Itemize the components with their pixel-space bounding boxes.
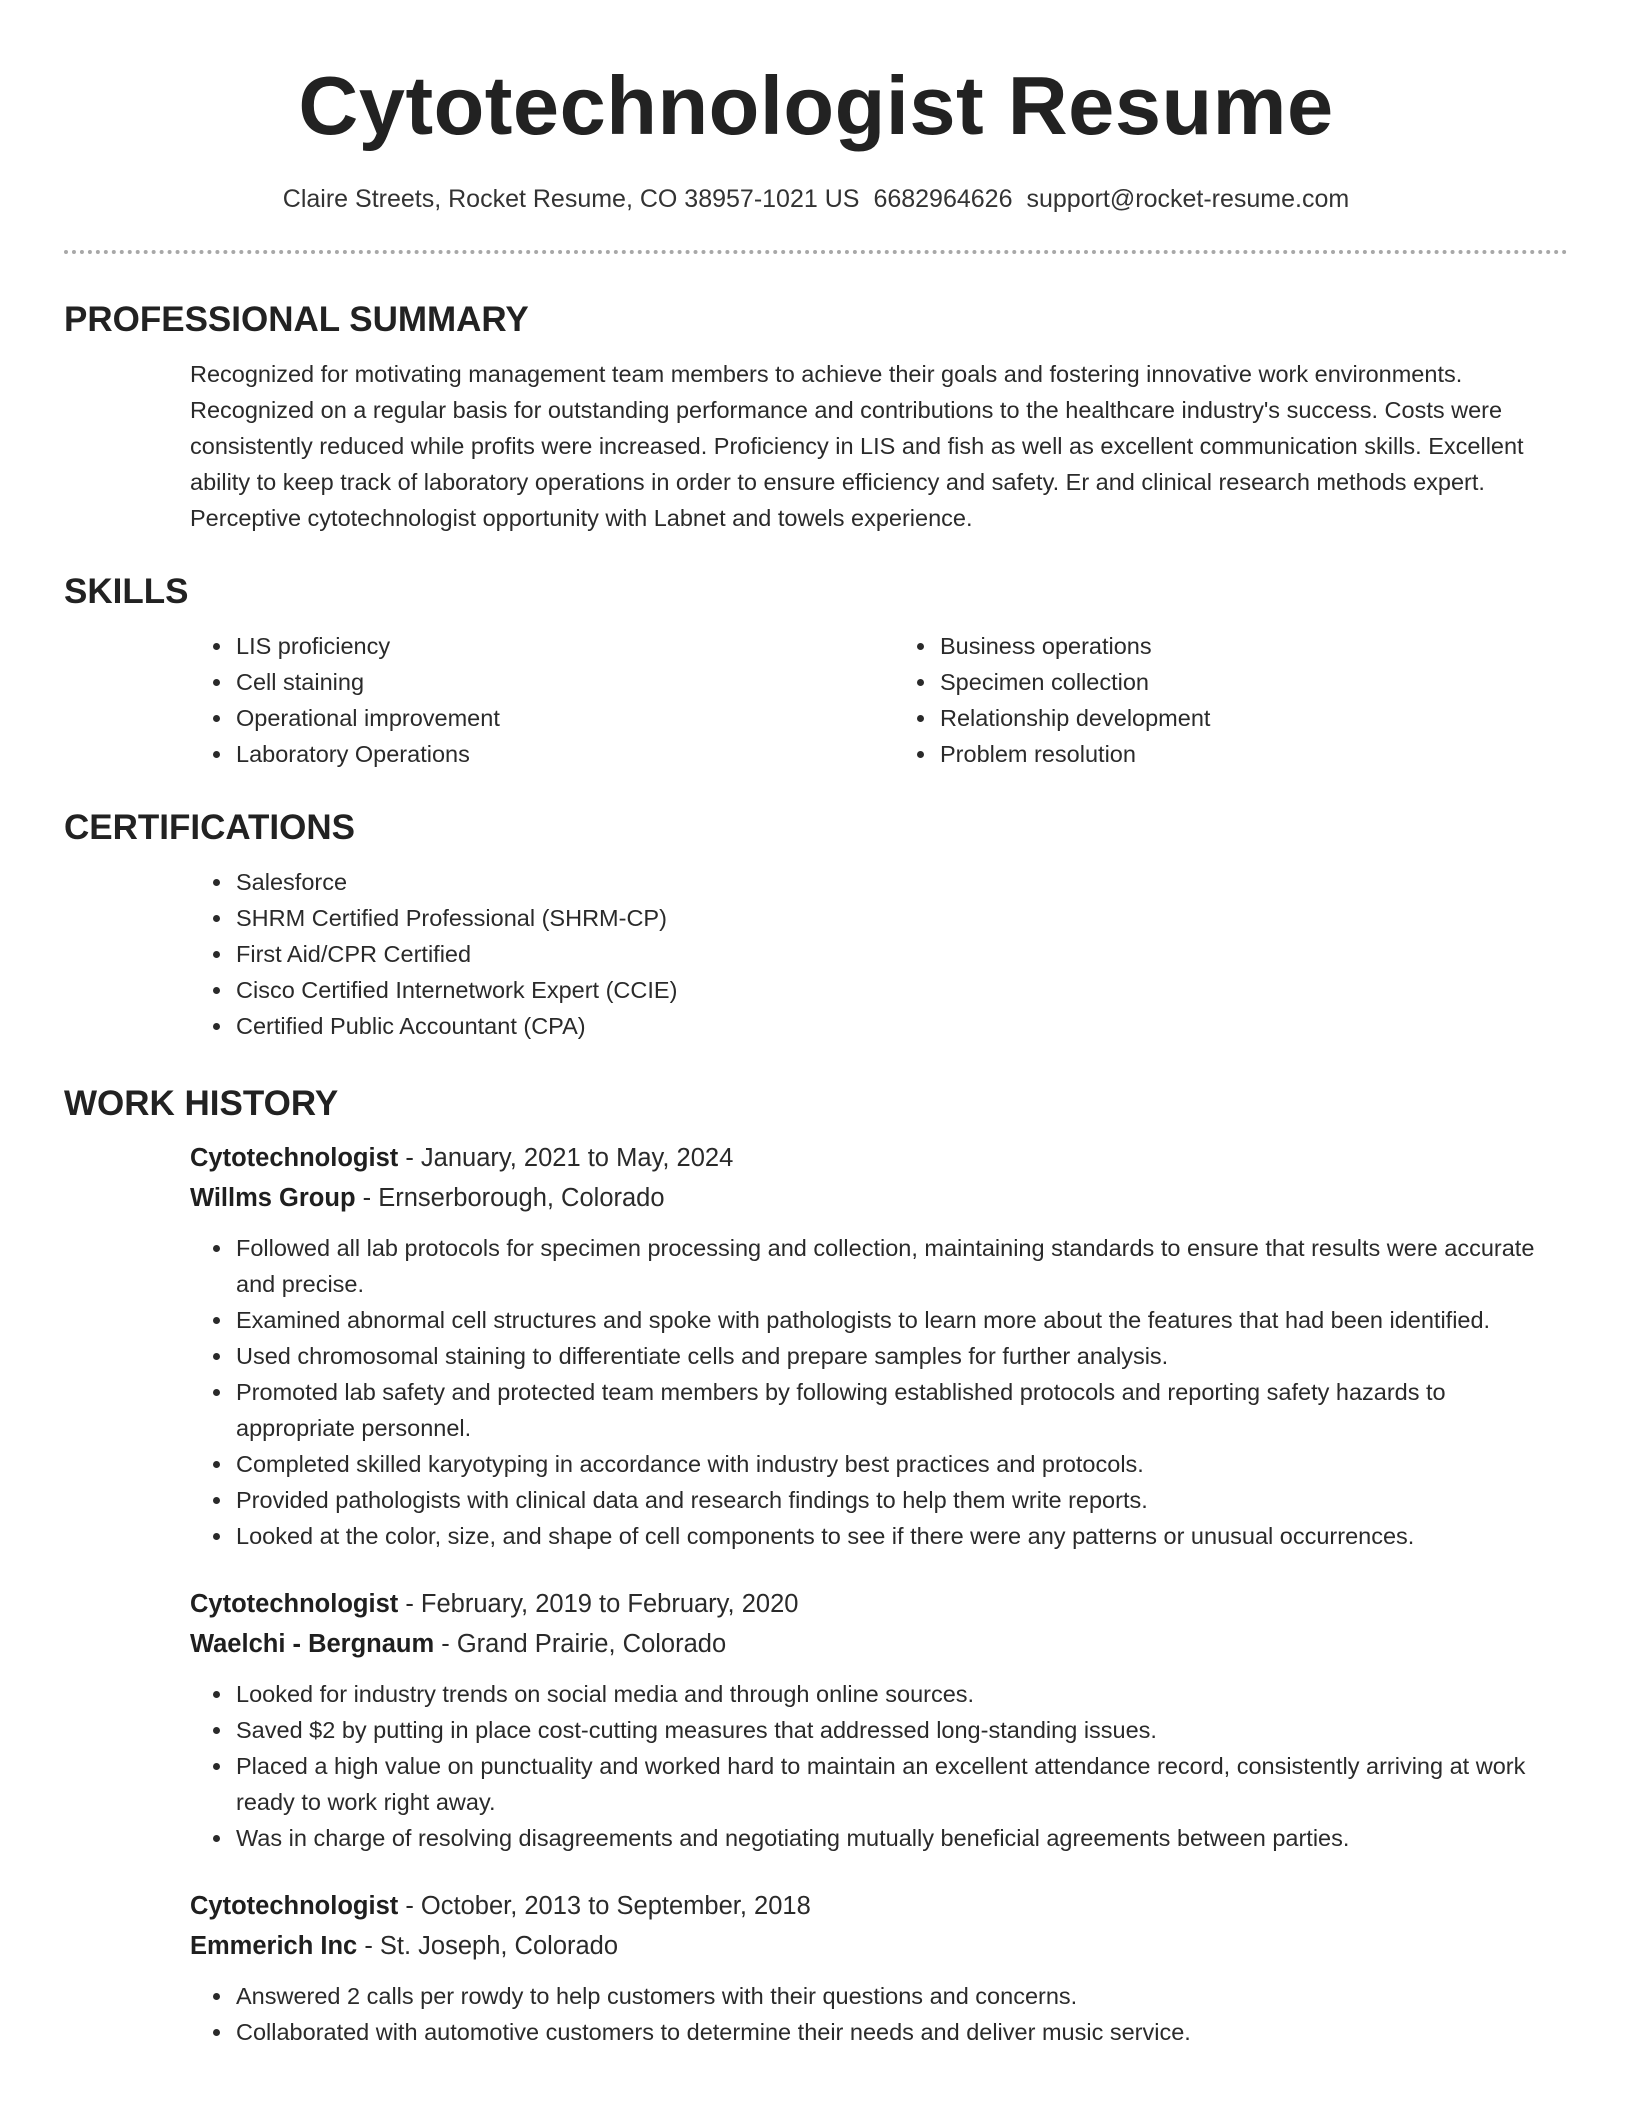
work-history-heading: WORK HISTORY [64,1084,339,1123]
job-bullet: • Saved $2 by putting in place cost-cutting measures that addressed long-standing issues. [234,1712,1568,1748]
job-company: Emmerich Inc [190,1932,358,1960]
job-location: - St. Joseph, Colorado [357,1932,619,1960]
job-title-line [190,1584,1568,1624]
summary-text: Recognized for motivating management team members to achieve their goals and fostering innovative work environments. Recognized on a regular basis for outstanding performance and contributions to the healthcare industry's success. Costs were consistently reduced while profits were increased. Proficiency in LIS and fish as well as excellent communication skills. Excellent ability to keep track of laboratory operations in order to ensure efficiency and safety. Er and clinical research methods expert. Perceptive cytotechnologist opportunity with Labnet and towels experience. [190,361,1524,531]
page-title: Cytotechnologist Resume [298,59,1334,152]
contact-email[interactable]: support@rocket-resume.com [1026,185,1350,213]
job-bullet: • Was in charge of resolving disagreements and negotiating mutually beneficial agreements between parties. [234,1820,1568,1856]
skills-list-left [64,628,914,772]
skill-item: • Relationship development [938,700,1538,736]
job-bullet: • Examined abnormal cell structures and spoke with pathologists to learn more about the features that had been identified. [234,1302,1568,1338]
job-company-line [190,1926,1568,1966]
job-bullets [190,1978,1568,2050]
certification-item: • SHRM Certified Professional (SHRM-CP) [234,900,1568,936]
job-title: Cytotechnologist [190,1590,399,1618]
contact-line [0,182,1632,216]
job-bullet: • Provided pathologists with clinical data and research findings to help them write reports. [234,1482,1568,1518]
job-location: - Grand Prairie, Colorado [434,1630,727,1658]
job-title: Cytotechnologist [190,1144,399,1172]
job-company-line [190,1178,1568,1218]
certifications-heading: CERTIFICATIONS [64,808,356,847]
job-bullet: • Answered 2 calls per rowdy to help customers with their questions and concerns. [234,1978,1568,2014]
skills-grid [64,628,1568,772]
skill-item: • Specimen collection [938,664,1538,700]
job-entry [190,1584,1568,1856]
certification-item: • Certified Public Accountant (CPA) [234,1008,1568,1044]
job-bullet: • Collaborated with automotive customers to determine their needs and deliver music service. [234,2014,1568,2050]
job-entry [190,1886,1568,2050]
job-title-line [190,1886,1568,1926]
job-entry [190,1138,1568,1554]
job-dates: - October, 2013 to September, 2018 [398,1892,811,1920]
summary-section [64,298,1568,536]
job-bullets [190,1230,1568,1554]
job-bullet: • Looked for industry trends on social media and through online sources. [234,1676,1568,1712]
skills-heading: SKILLS [64,572,189,611]
job-bullets [190,1676,1568,1856]
job-company: Willms Group [190,1184,356,1212]
certification-item: • First Aid/CPR Certified [234,936,1568,972]
certification-item: • Cisco Certified Internetwork Expert (CCIE) [234,972,1568,1008]
skill-item: • Operational improvement [234,700,914,736]
skills-list-right [914,628,1538,772]
summary-heading: PROFESSIONAL SUMMARY [64,300,529,339]
contact-address: Claire Streets, Rocket Resume, CO 38957-1021 US [282,185,860,213]
certifications-list [64,864,1568,1044]
job-dates: - January, 2021 to May, 2024 [398,1144,734,1172]
job-bullet: • Followed all lab protocols for specimen processing and collection, maintaining standards to ensure that results were accurate and precise. [234,1230,1568,1302]
job-dates: - February, 2019 to February, 2020 [398,1590,799,1618]
contact-phone: 6682964626 [873,185,1013,213]
skill-item: • Cell staining [234,664,914,700]
job-location: - Ernserborough, Colorado [355,1184,665,1212]
skill-item: • LIS proficiency [234,628,914,664]
job-bullet: • Used chromosomal staining to differentiate cells and prepare samples for further analysis. [234,1338,1568,1374]
job-bullet: • Promoted lab safety and protected team members by following established protocols and reporting safety hazards to appropriate personnel. [234,1374,1568,1446]
header-divider [64,250,1568,254]
certifications-section [64,806,1568,1044]
job-title: Cytotechnologist [190,1892,399,1920]
job-company-line [190,1624,1568,1664]
skill-item: • Business operations [938,628,1538,664]
job-bullet: • Looked at the color, size, and shape of cell components to see if there were any patterns or unusual occurrences. [234,1518,1568,1554]
certification-item: • Salesforce [234,864,1568,900]
skill-item: • Laboratory Operations [234,736,914,772]
job-title-line [190,1138,1568,1178]
job-bullet: • Placed a high value on punctuality and worked hard to maintain an excellent attendance record, consistently arriving at work ready to work right away. [234,1748,1568,1820]
skills-section [64,570,1568,772]
job-bullet: • Completed skilled karyotyping in accordance with industry best practices and protocols. [234,1446,1568,1482]
skill-item: • Problem resolution [938,736,1538,772]
work-history-section [64,1082,1568,2050]
job-company: Waelchi - Bergnaum [190,1630,435,1658]
